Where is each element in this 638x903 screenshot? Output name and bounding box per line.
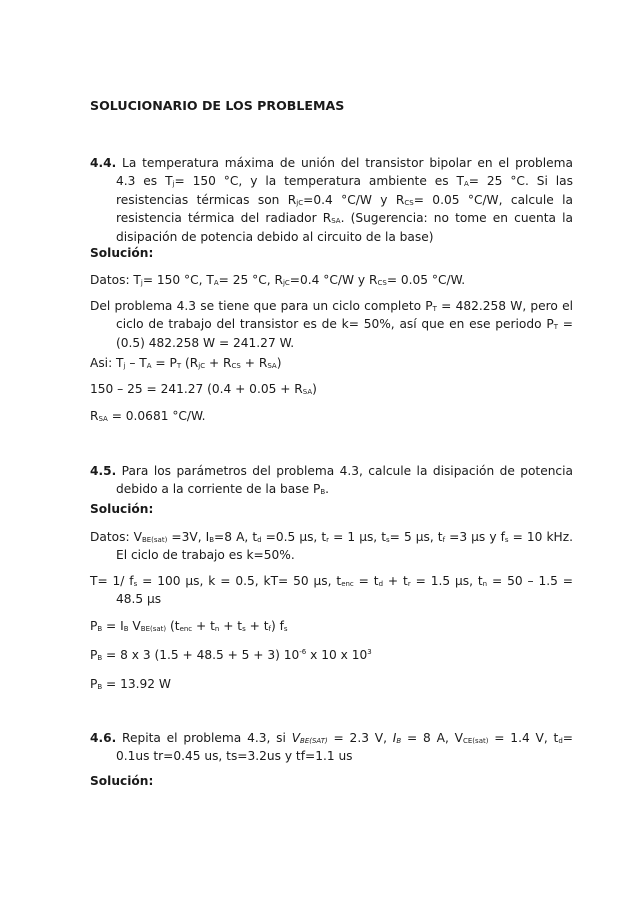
problem-4-5-equation-2: $P_B = 8$ x 3 (1.5 + 48.5 + 5 + 3) $10^{-6}$ x 10 x $10^3$ [90, 648, 372, 662]
problem-4-4-datos: Datos: $T_j= 150$ °C, $T_A= 25$ °C, $R_{jC}=0.4$ °C/W y $R_{CS}= 0.05$ °C/W. [90, 273, 466, 287]
problem-4-6-statement: 4.6. Repita el problema 4.3, si $V_{BE(SAT)} = 2.3$ V, $I_B = 8$ A, $V_{CE(sat)} = 1.4$ V, $t_d= 0.1us$ tr=0.45 us, ts=3.2us y tf=1.1 us [90, 731, 573, 764]
problem-4-4-equation-1: Asi: $T_j - T_A = P_T$ $(R_{jC} + R_{CS} + R_{SA})$ [90, 356, 282, 370]
problem-4-4-previous-result: Del problema 4.3 se tiene que para un ciclo completo $P_T = 482.258$ W, pero el ciclo de trabajo del transistor es de k= 50%, así que en ese periodo $P_T = (0.5)$ 482.258 W = 241.27 W. [90, 299, 573, 350]
problem-4-5-result: $P_B = 13.92$ W [90, 677, 171, 691]
problem-4-4-statement: 4.4. La temperatura máxima de unión del transistor bipolar en el problema 4.3 es $T_j= 150$ °C, y la temperatura ambiente es $T_A= 25$ °C. Si las resistencias térmicas son $R_{jC}=0.4$ °C/W y $R_{CS}= 0.05$ °C/W, calcule la resistencia térmica del radiador $R_{SA}$. (Sugerencia: no tome en cuenta la disipación de potencia debido al circuito de la base) [90, 156, 573, 244]
problem-4-5-datos: Datos: $V_{BE(sat)} =3V$, $I_B=8$ A, $t_d =0.5$ µs, $t_r = 1$ µs, $t_s= 5$ µs, $t_f =3$ µs y $f_s = 10$ kHz. El ciclo de trabajo es k=50%. [90, 530, 573, 563]
page-title: SOLUCIONARIO DE LOS PROBLEMAS [90, 98, 345, 113]
problem-4-5-calculation: T= 1/ $f_s = 100$ µs, k = 0.5, kT= 50 µs, $t_{enc} = t_d + t_r = 1.5$ µs, $t_n = 50 - 1.5 = 48.5$ µs [90, 574, 573, 607]
problem-4-5-statement: 4.5. Para los parámetros del problema 4.3, calcule la disipación de potencia debido a la corriente de la base $P_B$. [90, 464, 573, 497]
solution-label: Solución: [90, 502, 154, 516]
solution-label: Solución: [90, 774, 154, 788]
problem-4-4-result: $R_{SA} = 0.0681$ °C/W. [90, 409, 206, 423]
problem-4-4-equation-2: 150 – 25 = 241.27 $(0.4 + 0.05 + R_{SA})$ [90, 382, 317, 396]
problem-4-5-equation-1: $P_B = I_B$ $V_{BE(sat)}$ $(t_{enc} + t_n + t_s + t_f)$ $f_s$ [90, 619, 288, 633]
solution-label: Solución: [90, 246, 154, 260]
